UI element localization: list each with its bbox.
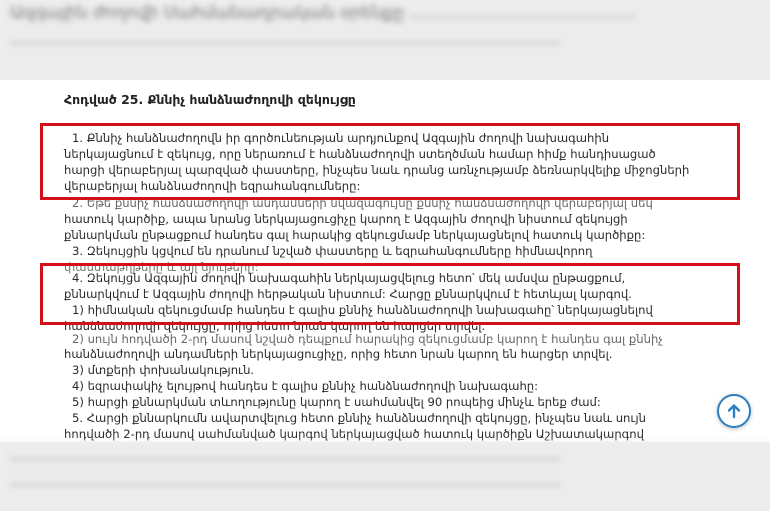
- highlight-box-paragraph-1: [40, 123, 740, 200]
- article-line: 1) հիմնական զեկուցմամբ հանդես է գալիս քննիչ հանձնաժողովի նախագահը՝ ներկայացնելով: [72, 303, 653, 317]
- blurred-line: [0, 52, 770, 78]
- blurred-text-bottom: [0, 442, 770, 511]
- article-line: հոդվածի 2-րդ մասով սահմանված կարգով ներկայացված հատուկ կարծիքն Աշխատակարգով: [64, 427, 644, 441]
- article-line: 2. Եթե քննիչ հանձնաժողովի անդամների նվազագույնը քննիչ հանձնաժողովի վերաբերյալ մեկ: [72, 196, 653, 210]
- article-line: վերաբերյալ հանձնաժողովի եզրահանգումները:: [64, 179, 361, 193]
- article-title: Հոդված 25. Քննիչ հանձնաժողովի զեկույցը: [64, 92, 356, 107]
- article-line: 3) մտքերի փոխանակություն.: [72, 363, 255, 377]
- article-line: հարցի վերաբերյալ պարզված փաստերը, ինչպես նաև դրանց առնչությամբ ձեռնարկվելիք միջոցների: [64, 163, 690, 177]
- article-line: 1. Քննիչ հանձնաժողովն իր գործունեության արդյունքով Ազգային ժողովի նախագահին: [72, 131, 610, 145]
- blurred-line: ......................................................................................................: [10, 445, 562, 465]
- article-line: հանձնաժողովի զեկույցը, որից հետո նրան կարող են հարցեր տրվել.: [64, 319, 486, 333]
- article-line: քննարկվում է Ազգային ժողովի հերթական նիստում: Հարցը քննարկվում է հետևյալ կարգով.: [64, 287, 632, 301]
- arrow-up-icon: [725, 402, 743, 420]
- article-line: փաստաթղթերը և այլ նյութերը:: [64, 260, 259, 274]
- article-line: հանձնաժողովի անդամների ներկայացուցիչը, որից հետո նրան կարող են հարցեր տրվել.: [64, 347, 613, 361]
- law-article: [0, 80, 770, 442]
- article-line: քննարկման ընթացքում հանդես գալ հարակից զեկուցմամբ ներկայացնելով հատուկ կարծիքը:: [64, 228, 646, 242]
- article-line: 5) հարցի քննարկման տևողությունը կարող է սահմանվել 90 րոպեից մինչև երեք ժամ:: [72, 395, 601, 409]
- article-line: ներկայացնում է զեկույց, որը ներառում է հանձնաժողովի ստեղծման համար հիմք հանդիսացած: [64, 147, 656, 161]
- highlight-box-paragraph-4: [40, 263, 740, 325]
- article-line: 4) եզրափակիչ ելույթով հանդես է գալիս քննիչ հանձնաժողովի նախագահը:: [72, 379, 539, 393]
- article-line: 4. Զեկույցն Ազգային ժողովի նախագահին ներկայացվելուց հետո՝ մեկ ամսվա ընթացքում,: [72, 271, 626, 285]
- blurred-text-top: [0, 0, 770, 80]
- scroll-to-top-button[interactable]: [717, 394, 751, 428]
- blurred-line: ......................................................................................................: [10, 471, 562, 491]
- article-line: հատուկ կարծիք, ապա նրանց ներկայացուցիչը կարող է Ազգային ժողովի նիստում զեկույցի: [64, 212, 628, 226]
- blurred-line: Ազգային ժողովի Սահմանադրական օրենքը ..........................................: [10, 3, 637, 23]
- article-line: 2) սույն հոդվածի 2-րդ մասով նշված դեպքում հարակից զեկուցմամբ կարող է հանդես գալ քննիչ: [72, 332, 663, 346]
- article-line: 3. Զեկույցին կցվում են դրանում նշված փաստերը և եզրահանգումները հիմնավորող: [72, 244, 593, 258]
- article-line: 5. Հարցի քննարկումն ավարտվելուց հետո քննիչ հանձնաժողովի զեկույցը, ինչպես նաև սույն: [72, 411, 646, 425]
- blurred-line: ......................................................................................................: [10, 29, 562, 49]
